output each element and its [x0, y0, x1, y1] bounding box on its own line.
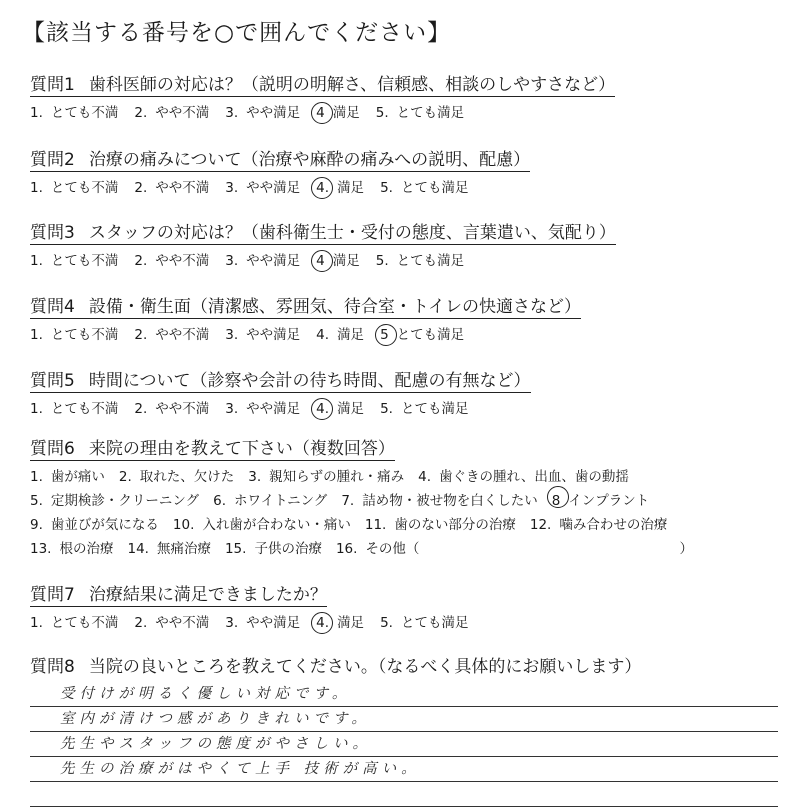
rating-options: [30, 397, 780, 417]
question-text: 治療結果に満足できましたか？: [88, 585, 327, 605]
reason-row: [30, 489, 780, 513]
option-number: 4.: [316, 401, 330, 417]
question-title: [30, 292, 581, 319]
option-number: 2.: [134, 253, 148, 269]
option-label: 歯が痛い: [50, 469, 105, 485]
option[interactable]: [30, 176, 118, 196]
option[interactable]: [134, 176, 209, 196]
question-number: 質問2: [30, 150, 75, 170]
option-number: 2.: [134, 105, 148, 121]
option-label: とても不満: [50, 327, 119, 343]
option-number: 7.: [341, 493, 355, 509]
question-2: [30, 145, 780, 196]
option-selected[interactable]: [316, 176, 364, 196]
option-label: 親知らずの腫れ・痛み: [269, 469, 405, 485]
question-number: 質問8: [30, 657, 75, 677]
option-number: 3.: [225, 401, 239, 417]
option-label: 無痛治療: [156, 541, 211, 557]
option-label: やや満足: [246, 401, 301, 417]
rating-options: [30, 176, 780, 196]
question-text: 当院の良いところを教えてください。（なるべく具体的にお願いします）: [88, 657, 642, 677]
option[interactable]: [134, 611, 209, 631]
option-label: やや不満: [155, 180, 210, 196]
option-number: 2.: [134, 401, 148, 417]
option-number: 12.: [529, 517, 552, 533]
option[interactable]: [380, 176, 468, 196]
option[interactable]: [119, 465, 234, 489]
option-label: 満足: [332, 253, 360, 269]
option-label: インプラント: [568, 493, 650, 509]
option-label: 満足: [337, 615, 365, 631]
option-label: やや不満: [155, 401, 210, 417]
option-label: とても満足: [400, 180, 469, 196]
question-number: 質問6: [30, 439, 75, 459]
rating-options: [30, 249, 780, 269]
option[interactable]: [380, 611, 468, 631]
option-number: 2.: [134, 180, 148, 196]
option-label: やや満足: [246, 180, 301, 196]
handwritten-answer-line[interactable]: 先生の治療がはやくて上手 技術が高い。: [30, 757, 778, 782]
option-number: 15.: [224, 541, 247, 557]
option-number: 3.: [225, 327, 239, 343]
option[interactable]: [134, 323, 209, 343]
option[interactable]: [225, 323, 300, 343]
option[interactable]: [213, 489, 327, 513]
option-label: やや不満: [155, 253, 210, 269]
option-paren-close: ）: [679, 541, 693, 557]
option[interactable]: [380, 397, 468, 417]
option[interactable]: [30, 513, 159, 537]
page-title: 【該当する番号を○で囲んでください】: [22, 20, 452, 46]
option-label: とても満足: [400, 615, 469, 631]
rating-options: [30, 611, 780, 631]
option-label: 定期検診・クリーニング: [50, 493, 200, 509]
question-title: [30, 366, 531, 393]
option[interactable]: [134, 397, 209, 417]
option-number: 5.: [375, 253, 389, 269]
option-number: 1.: [30, 180, 43, 196]
option[interactable]: [30, 489, 199, 513]
option-selected[interactable]: [316, 249, 360, 269]
option[interactable]: [365, 513, 516, 537]
option-number: 3.: [225, 180, 239, 196]
option-label: 満足: [337, 327, 365, 343]
option-number: 5: [380, 327, 389, 343]
option-number: 1.: [30, 327, 43, 343]
option-number: 1.: [30, 105, 43, 121]
option-number: 10.: [172, 517, 195, 533]
option-number: 2.: [134, 615, 148, 631]
option-number: 4.: [316, 180, 330, 196]
option-number: 5.: [380, 615, 393, 631]
option-label: 入れ歯が合わない・痛い: [202, 517, 351, 533]
option[interactable]: [30, 249, 118, 269]
question-4: [30, 292, 780, 343]
option[interactable]: [127, 537, 210, 561]
option-label: 満足: [337, 180, 365, 196]
option-label: ホワイトニング: [234, 493, 328, 509]
question-7: [30, 580, 780, 631]
option-label: 歯並びが気になる: [50, 517, 159, 533]
option[interactable]: [341, 489, 537, 513]
option-label: やや不満: [155, 105, 210, 121]
option-number: 4.: [316, 327, 330, 343]
question-number: 質問7: [30, 585, 75, 605]
option-label: 取れた、欠けた: [139, 469, 235, 485]
option[interactable]: [30, 611, 118, 631]
question-text: 来院の理由を教えて下さい（複数回答）: [88, 439, 395, 459]
handwritten-answer-line[interactable]: 受付けが明るく優しい対応です。: [30, 682, 778, 707]
option-label: やや満足: [246, 105, 301, 121]
option-number: 4.: [316, 615, 330, 631]
option-number: 1.: [30, 253, 43, 269]
option-label: やや不満: [155, 327, 210, 343]
option[interactable]: [225, 176, 300, 196]
option-label: やや満足: [246, 253, 301, 269]
option-number: 1.: [30, 401, 43, 417]
option-number: 1.: [30, 615, 43, 631]
question-text: 設備・衛生面（清潔感、雰囲気、待合室・トイレの快適さなど）: [88, 297, 581, 317]
question-title: [30, 218, 616, 245]
option[interactable]: [30, 537, 113, 561]
option-number: 6.: [213, 493, 227, 509]
handwritten-answer-line[interactable]: [30, 782, 778, 807]
option-label: とても不満: [50, 253, 119, 269]
option-label: とても不満: [50, 180, 119, 196]
option[interactable]: [316, 323, 364, 343]
option-label: 子供の治療: [254, 541, 322, 557]
question-number: 質問4: [30, 297, 75, 317]
option-label: やや満足: [246, 327, 301, 343]
option[interactable]: [30, 465, 105, 489]
option-label: とても満足: [396, 253, 465, 269]
option-number: 2.: [118, 469, 132, 485]
option[interactable]: [418, 465, 629, 489]
handwritten-answer-line[interactable]: 先生やスタッフの態度がやさしい。: [30, 732, 778, 757]
handwritten-answer-line[interactable]: 室内が清けつ感がありきれいです。: [30, 707, 778, 732]
option-label: とても不満: [50, 615, 119, 631]
option[interactable]: [30, 101, 118, 121]
reason-row: [30, 537, 780, 561]
question-title: [30, 652, 780, 677]
free-answer-lines: [30, 682, 778, 807]
question-text: 治療の痛みについて（治療や麻酔の痛みへの説明、配慮）: [88, 150, 531, 170]
option-number: 5.: [30, 493, 43, 509]
option[interactable]: [134, 249, 209, 269]
option[interactable]: [225, 611, 300, 631]
option-label: 詰め物・被せ物を白くしたい: [362, 493, 538, 509]
option-number: 9.: [30, 517, 43, 533]
option[interactable]: [225, 249, 300, 269]
option-label: やや不満: [155, 615, 210, 631]
question-title: [30, 145, 530, 172]
option[interactable]: [530, 513, 667, 537]
reason-row: [30, 465, 780, 489]
question-title: [30, 580, 327, 607]
option[interactable]: [30, 323, 118, 343]
option[interactable]: [336, 537, 693, 561]
option[interactable]: [225, 397, 300, 417]
option-label: やや満足: [246, 615, 301, 631]
option-label: 歯のない部分の治療: [394, 517, 516, 533]
option-number: 5.: [380, 401, 393, 417]
option-number: 3.: [225, 253, 239, 269]
option-label: とても不満: [50, 401, 119, 417]
question-number: 質問5: [30, 371, 75, 391]
question-1: [30, 70, 780, 121]
option-number: 2.: [134, 327, 148, 343]
option-number: 16.: [335, 541, 358, 557]
option-label: 噛み合わせの治療: [559, 517, 668, 533]
option-label: とても満足: [400, 401, 469, 417]
option-label: 満足: [337, 401, 365, 417]
option-number: 1.: [30, 469, 43, 485]
option-number: 5.: [375, 105, 389, 121]
option[interactable]: [376, 101, 464, 121]
option-number: 8: [552, 489, 561, 513]
option-number: 4: [316, 105, 325, 121]
option[interactable]: [173, 513, 351, 537]
option-selected[interactable]: [316, 397, 364, 417]
option-label: 歯ぐきの腫れ、出血、歯の動揺: [439, 469, 629, 485]
question-text: 時間について（診察や会計の待ち時間、配慮の有無など）: [88, 371, 531, 391]
question-title: [30, 70, 615, 97]
reason-options: [30, 465, 780, 561]
option[interactable]: [225, 537, 322, 561]
question-8: [30, 652, 780, 677]
option-number: 4.: [418, 469, 432, 485]
option-selected[interactable]: [316, 611, 364, 631]
option-selected[interactable]: [380, 323, 464, 343]
question-text: スタッフの対応は？（歯科衛生士・受付の態度、言葉遣い、気配り）: [88, 223, 616, 243]
option-number: 11.: [364, 517, 387, 533]
option-label: とても満足: [396, 327, 465, 343]
question-number: 質問3: [30, 223, 75, 243]
option-label: とても不満: [50, 105, 119, 121]
question-number: 質問1: [30, 75, 75, 95]
option-number: 3.: [248, 469, 262, 485]
question-title: [30, 434, 395, 461]
option[interactable]: [134, 101, 209, 121]
option-number: 3.: [225, 105, 239, 121]
option-selected[interactable]: [552, 489, 650, 513]
reason-row: [30, 513, 780, 537]
option-selected[interactable]: [316, 101, 360, 121]
option[interactable]: [30, 397, 118, 417]
question-3: [30, 218, 780, 269]
rating-options: [30, 323, 780, 343]
option-label: とても満足: [396, 105, 465, 121]
option-label: 根の治療: [59, 541, 114, 557]
question-6: [30, 434, 780, 561]
rating-options: [30, 101, 780, 121]
option-number: 4: [316, 253, 325, 269]
option[interactable]: [225, 101, 300, 121]
option-label: その他（: [365, 541, 420, 557]
option-label: 満足: [332, 105, 360, 121]
option[interactable]: [248, 465, 404, 489]
option-number: 14.: [127, 541, 149, 557]
option-number: 3.: [225, 615, 239, 631]
question-5: [30, 366, 780, 417]
option[interactable]: [376, 249, 464, 269]
option-number: 13.: [30, 541, 52, 557]
question-text: 歯科医師の対応は？（説明の明解さ、信頼感、相談のしやすさなど）: [88, 75, 616, 95]
option-number: 5.: [380, 180, 393, 196]
